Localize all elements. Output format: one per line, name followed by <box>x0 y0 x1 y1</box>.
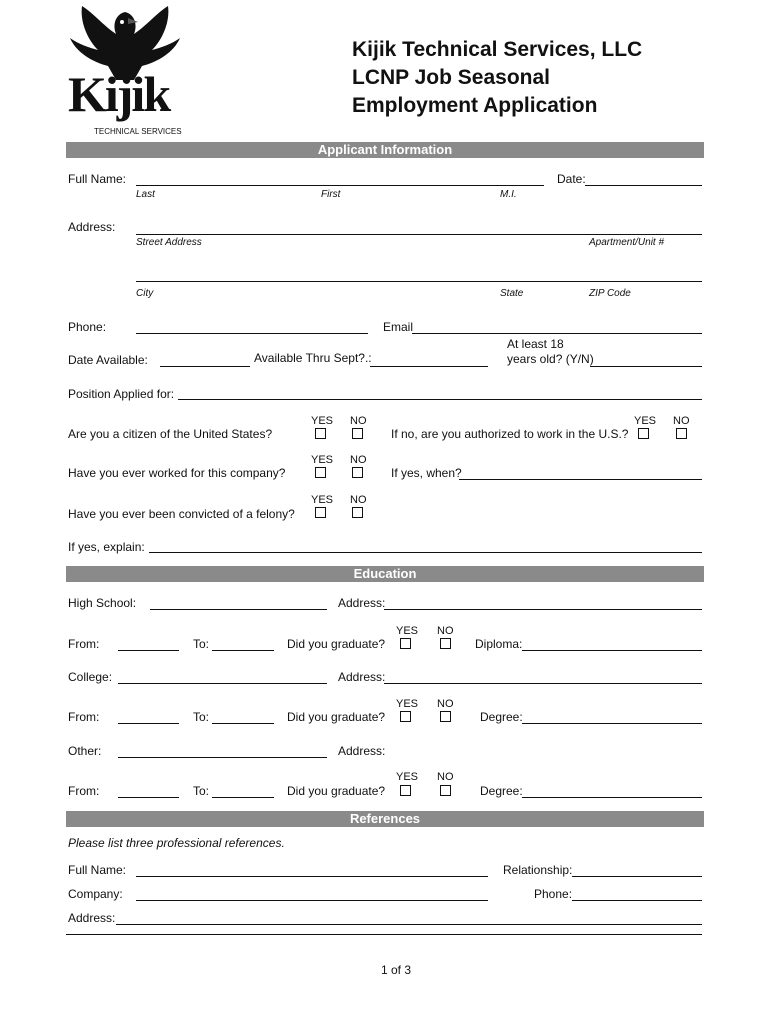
other-to-field[interactable] <box>212 797 274 798</box>
phone-field[interactable] <box>136 333 368 334</box>
college-no-checkbox[interactable] <box>440 711 451 722</box>
form-title <box>352 36 642 120</box>
city-state-zip-field[interactable] <box>136 281 702 282</box>
citizen-yes-label: YES <box>311 415 334 427</box>
college-degree-field[interactable] <box>522 723 702 724</box>
ref-divider <box>66 934 702 935</box>
high-school-label: High School: <box>68 596 137 610</box>
diploma-label: Diploma: <box>475 637 523 651</box>
felony-no-label: NO <box>350 494 367 506</box>
felony-yes-label: YES <box>311 494 334 506</box>
ref-company-field[interactable] <box>136 900 488 901</box>
date-available-label: Date Available: <box>68 353 148 367</box>
other-no-label: NO <box>437 771 454 783</box>
worked-yes-checkbox[interactable] <box>315 467 326 478</box>
page-number: 1 of 3 <box>381 963 412 977</box>
other-no-checkbox[interactable] <box>440 785 451 796</box>
logo-wordmark: Kijik <box>68 66 170 122</box>
title-line-1: Kijik Technical Services, LLC <box>352 38 643 61</box>
sub-city: City <box>136 288 154 299</box>
ref-phone-field[interactable] <box>572 900 702 901</box>
age-field[interactable] <box>590 366 702 367</box>
college-label: College: <box>68 670 113 684</box>
available-thru-label: Available Thru Sept?.: <box>254 351 372 365</box>
college-to-field[interactable] <box>212 723 274 724</box>
felony-yes-checkbox[interactable] <box>315 507 326 518</box>
ref-full-name-label: Full Name: <box>68 863 127 877</box>
other-address-label: Address: <box>338 744 386 758</box>
authorized-yes-label: YES <box>634 415 657 427</box>
sub-first: First <box>321 189 341 200</box>
full-name-field[interactable] <box>136 185 544 186</box>
sub-state: State <box>500 288 524 299</box>
available-thru-field[interactable] <box>370 366 488 367</box>
section-header-applicant: Applicant Information <box>66 142 704 158</box>
hs-address-label: Address: <box>338 596 386 610</box>
ref-relationship-field[interactable] <box>572 876 702 877</box>
hs-yes-checkbox[interactable] <box>400 638 411 649</box>
date-available-field[interactable] <box>160 366 250 367</box>
explain-label: If yes, explain: <box>68 540 145 554</box>
college-address-field[interactable] <box>384 683 702 684</box>
section-header-education: Education <box>66 566 704 582</box>
authorized-yes-checkbox[interactable] <box>638 428 649 439</box>
ref-company-label: Company: <box>68 887 123 901</box>
hs-from-field[interactable] <box>118 650 179 651</box>
street-address-field[interactable] <box>136 234 702 235</box>
address-label: Address: <box>68 220 116 234</box>
citizen-no-label: NO <box>350 415 367 427</box>
logo-subtext: TECHNICAL SERVICES <box>94 127 182 136</box>
hs-from-label: From: <box>68 637 100 651</box>
title-line-3: Employment Application <box>352 94 598 117</box>
college-address-label: Address: <box>338 670 386 684</box>
sub-apt: Apartment/Unit # <box>589 237 665 248</box>
worked-question: Have you ever worked for this company? <box>68 466 286 480</box>
section-header-references: References <box>66 811 704 827</box>
other-degree-label: Degree: <box>480 784 523 798</box>
when-question: If yes, when? <box>391 466 462 480</box>
college-from-field[interactable] <box>118 723 179 724</box>
email-label: Email <box>383 320 414 334</box>
hs-to-field[interactable] <box>212 650 274 651</box>
explain-field[interactable] <box>149 552 702 553</box>
ref-relationship-label: Relationship: <box>503 863 573 877</box>
position-label: Position Applied for: <box>68 387 175 401</box>
other-yes-label: YES <box>396 771 419 783</box>
college-yes-label: YES <box>396 698 419 710</box>
ref-address-field[interactable] <box>116 924 702 925</box>
date-field[interactable] <box>585 185 702 186</box>
age-question-line1: At least 18 <box>507 337 564 351</box>
college-to-label: To: <box>193 710 210 724</box>
college-graduate-question: Did you graduate? <box>287 710 386 724</box>
sub-last: Last <box>136 189 155 200</box>
authorized-question: If no, are you authorized to work in the U.S.? <box>391 427 629 441</box>
felony-no-checkbox[interactable] <box>352 507 363 518</box>
other-degree-field[interactable] <box>522 797 702 798</box>
college-from-label: From: <box>68 710 100 724</box>
sub-zip: ZIP Code <box>589 288 631 299</box>
ref-full-name-field[interactable] <box>136 876 488 877</box>
age-question-line2: years old? (Y/N) <box>507 352 594 366</box>
when-field[interactable] <box>459 479 702 480</box>
other-label: Other: <box>68 744 102 758</box>
college-yes-checkbox[interactable] <box>400 711 411 722</box>
references-instruction: Please list three professional references. <box>68 836 285 850</box>
title-line-2: LCNP Job Seasonal <box>352 66 551 89</box>
worked-no-checkbox[interactable] <box>352 467 363 478</box>
worked-no-label: NO <box>350 454 367 466</box>
company-logo <box>64 4 186 138</box>
ref-phone-label: Phone: <box>534 887 573 901</box>
high-school-field[interactable] <box>150 609 327 610</box>
college-field[interactable] <box>118 683 327 684</box>
worked-yes-label: YES <box>311 454 334 466</box>
date-label: Date: <box>557 172 586 186</box>
other-from-field[interactable] <box>118 797 179 798</box>
authorized-no-label: NO <box>673 415 690 427</box>
diploma-field[interactable] <box>522 650 702 651</box>
hs-address-field[interactable] <box>384 609 702 610</box>
phone-label: Phone: <box>68 320 107 334</box>
hs-yes-label: YES <box>396 625 419 637</box>
position-field[interactable] <box>178 399 702 400</box>
citizen-yes-checkbox[interactable] <box>315 428 326 439</box>
other-field[interactable] <box>118 757 327 758</box>
ref-address-label: Address: <box>68 911 116 925</box>
college-no-label: NO <box>437 698 454 710</box>
hs-no-checkbox[interactable] <box>440 638 451 649</box>
other-to-label: To: <box>193 784 210 798</box>
hs-graduate-question: Did you graduate? <box>287 637 386 651</box>
other-from-label: From: <box>68 784 100 798</box>
sub-mi: M.I. <box>500 189 517 200</box>
other-graduate-question: Did you graduate? <box>287 784 386 798</box>
college-degree-label: Degree: <box>480 710 523 724</box>
citizen-question: Are you a citizen of the United States? <box>68 427 273 441</box>
other-yes-checkbox[interactable] <box>400 785 411 796</box>
citizen-no-checkbox[interactable] <box>352 428 363 439</box>
authorized-no-checkbox[interactable] <box>676 428 687 439</box>
hs-to-label: To: <box>193 637 210 651</box>
hs-no-label: NO <box>437 625 454 637</box>
email-field[interactable] <box>412 333 702 334</box>
full-name-label: Full Name: <box>68 172 127 186</box>
felony-question: Have you ever been convicted of a felony? <box>68 507 295 521</box>
sub-street: Street Address <box>136 237 202 248</box>
